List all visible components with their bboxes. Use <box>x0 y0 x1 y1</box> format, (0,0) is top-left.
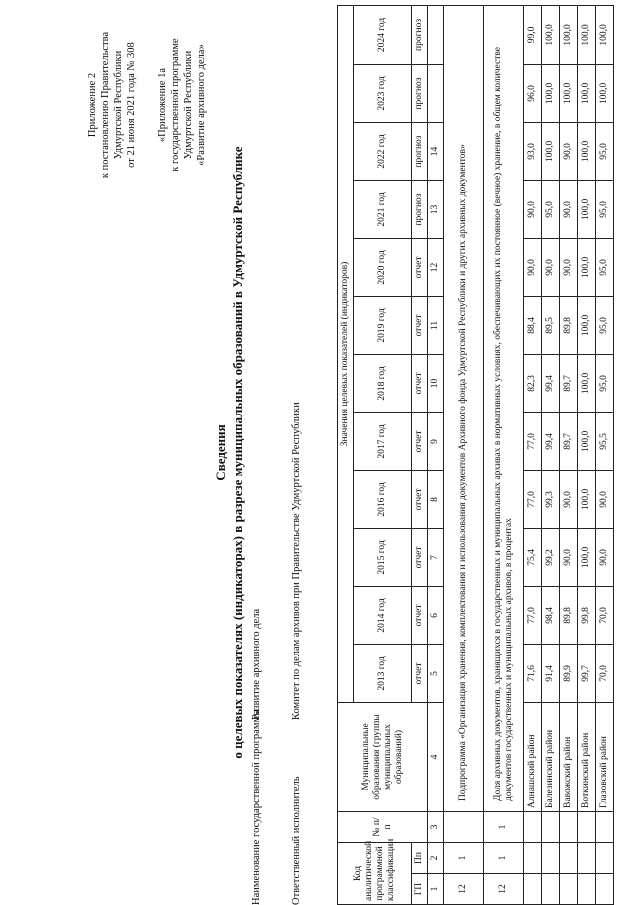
type-header: отчет <box>412 586 428 644</box>
year-header: 2013 год <box>354 644 412 702</box>
empty-cell <box>596 842 614 873</box>
value-cell: 90,0 <box>542 238 560 296</box>
value-cell: 90,0 <box>524 180 542 238</box>
title-line-1: Сведения <box>213 424 228 481</box>
col-number: 2 <box>428 842 444 873</box>
value-cell: 100,0 <box>560 5 578 64</box>
municipality-name: Балезинский район <box>542 702 560 811</box>
col-number: 8 <box>428 470 444 528</box>
col-number: 14 <box>428 122 444 180</box>
program-value: Развитие архивного дела <box>251 608 262 720</box>
value-cell: 99,4 <box>542 412 560 470</box>
year-header: 2021 год <box>354 180 412 238</box>
value-cell: 95,0 <box>596 180 614 238</box>
value-cell: 75,4 <box>524 528 542 586</box>
value-cell: 100,0 <box>578 354 596 412</box>
value-cell: 90,0 <box>596 528 614 586</box>
value-cell: 99,7 <box>578 644 596 702</box>
value-cell: 89,8 <box>560 296 578 354</box>
empty-cell <box>578 811 596 842</box>
value-cell: 100,0 <box>578 5 596 64</box>
subprogram-num <box>444 811 484 842</box>
indicator-title: Доля архивных документов, хранящихся в государственных и муниципальных архивах в нормативных условиях, обеспечивающих их постоянное (вечное) хранение, в общем количестве документов государственных и муниципальных архивов, в процентах <box>484 5 524 811</box>
municipality-name: Воткинский район <box>578 702 596 811</box>
subprogram-gp: 12 <box>444 874 484 905</box>
value-cell: 90,0 <box>524 238 542 296</box>
municipality-name: Глазовский район <box>596 702 614 811</box>
col-number: 7 <box>428 528 444 586</box>
subprogram-title: Подпрограмма «Организация хранения, комплектования и использования документов Архивного фонда Удмуртской Республики и других архивных документов» <box>444 5 484 811</box>
value-cell: 88,4 <box>524 296 542 354</box>
indicator-pp: 1 <box>484 842 524 873</box>
value-cell: 100,0 <box>596 5 614 64</box>
municipality-name: Алнашский район <box>524 702 542 811</box>
value-cell: 89,5 <box>542 296 560 354</box>
mo-header: Муниципальные образования (группы муниципальных образований) <box>338 702 428 811</box>
value-cell: 90,0 <box>560 180 578 238</box>
subprogram-row <box>444 5 484 904</box>
title-line-2: о целевых показателях (индикаторах) в разрезе муниципальных образований в Удмуртской Республике <box>230 146 245 759</box>
year-header: 2014 год <box>354 586 412 644</box>
value-cell: 95,0 <box>596 296 614 354</box>
gp-header: ГП <box>412 874 428 905</box>
value-cell: 99,3 <box>542 470 560 528</box>
indicator-num: 1 <box>484 811 524 842</box>
table-row <box>524 5 542 904</box>
type-header: отчет <box>412 412 428 470</box>
type-header: прогноз <box>412 5 428 64</box>
type-header: отчет <box>412 296 428 354</box>
value-cell: 99,4 <box>542 354 560 412</box>
appendix-line: «Развитие архивного дела» <box>196 44 207 166</box>
empty-cell <box>542 811 560 842</box>
value-cell: 90,0 <box>596 470 614 528</box>
table-row <box>596 5 614 904</box>
value-cell: 77,0 <box>524 470 542 528</box>
type-header: отчет <box>412 354 428 412</box>
col-number: 3 <box>428 811 444 842</box>
value-cell: 90,0 <box>560 528 578 586</box>
appendix-line: Удмуртской Республики <box>183 50 194 160</box>
year-header: 2019 год <box>354 296 412 354</box>
value-cell: 70,0 <box>596 644 614 702</box>
value-cell: 100,0 <box>542 5 560 64</box>
value-cell: 90,0 <box>560 238 578 296</box>
table-row <box>542 5 560 904</box>
appendix-line: «Приложение 1а <box>157 67 168 143</box>
header-row-1 <box>338 5 354 904</box>
empty-cell <box>524 842 542 873</box>
value-cell: 100,0 <box>560 64 578 122</box>
value-cell: 95,0 <box>596 238 614 296</box>
col-number <box>428 5 444 64</box>
table-row <box>578 5 596 904</box>
empty-cell <box>524 874 542 905</box>
value-cell: 95,0 <box>596 122 614 180</box>
value-cell: 99,8 <box>578 586 596 644</box>
year-header: 2022 год <box>354 122 412 180</box>
year-header: 2023 год <box>354 64 412 122</box>
type-header: отчет <box>412 644 428 702</box>
empty-cell <box>560 842 578 873</box>
col-number: 1 <box>428 874 444 905</box>
type-header: отчет <box>412 238 428 296</box>
col-number: 4 <box>428 702 444 811</box>
subprogram-pp: 1 <box>444 842 484 873</box>
code-header: Код аналитической программной классификации <box>338 842 412 904</box>
empty-cell <box>578 874 596 905</box>
num-header: № п/п <box>338 811 428 842</box>
year-header: 2015 год <box>354 528 412 586</box>
value-cell: 70,0 <box>596 586 614 644</box>
empty-cell <box>596 811 614 842</box>
empty-cell <box>596 874 614 905</box>
value-cell: 91,4 <box>542 644 560 702</box>
type-header: прогноз <box>412 64 428 122</box>
value-cell: 98,4 <box>542 586 560 644</box>
value-cell: 99,2 <box>542 528 560 586</box>
year-header: 2017 год <box>354 412 412 470</box>
value-cell: 93,0 <box>524 122 542 180</box>
appendix-line: Приложение 2 <box>87 72 98 138</box>
appendix-block <box>86 10 208 200</box>
col-number: 10 <box>428 354 444 412</box>
col-number: 12 <box>428 238 444 296</box>
empty-cell <box>524 811 542 842</box>
value-cell: 100,0 <box>578 412 596 470</box>
value-cell: 100,0 <box>578 64 596 122</box>
value-cell: 100,0 <box>542 122 560 180</box>
appendix-line: к государственной программе <box>170 38 181 172</box>
value-cell: 100,0 <box>578 528 596 586</box>
col-number <box>428 64 444 122</box>
empty-cell <box>542 842 560 873</box>
type-header: прогноз <box>412 180 428 238</box>
col-number: 11 <box>428 296 444 354</box>
col-number: 9 <box>428 412 444 470</box>
document-title <box>212 0 246 905</box>
indicator-gp: 12 <box>484 874 524 905</box>
value-cell: 71,6 <box>524 644 542 702</box>
value-cell: 100,0 <box>578 470 596 528</box>
value-cell: 89,9 <box>560 644 578 702</box>
values-header: Значения целевых показателей (индикаторов) <box>338 5 354 702</box>
value-cell: 99,0 <box>524 5 542 64</box>
col-number: 13 <box>428 180 444 238</box>
header-row-numbers <box>428 5 444 904</box>
value-cell: 90,0 <box>560 122 578 180</box>
executor-label: Ответственный исполнитель <box>291 776 302 905</box>
pp-header: Пп <box>412 842 428 873</box>
program-label: Наименование государственной программы <box>251 708 262 905</box>
indicator-row <box>484 5 524 904</box>
value-cell: 89,7 <box>560 354 578 412</box>
type-header: отчет <box>412 470 428 528</box>
empty-cell <box>578 842 596 873</box>
year-header: 2024 год <box>354 5 412 64</box>
empty-cell <box>560 874 578 905</box>
value-cell: 89,7 <box>560 412 578 470</box>
value-cell: 95,0 <box>596 354 614 412</box>
appendix-line: к постановлению Правительства <box>100 31 111 179</box>
type-header: прогноз <box>412 122 428 180</box>
year-header: 2018 год <box>354 354 412 412</box>
value-cell: 100,0 <box>596 64 614 122</box>
type-header: отчет <box>412 528 428 586</box>
value-cell: 96,0 <box>524 64 542 122</box>
value-cell: 90,0 <box>560 470 578 528</box>
value-cell: 89,8 <box>560 586 578 644</box>
value-cell: 100,0 <box>578 296 596 354</box>
empty-cell <box>542 874 560 905</box>
col-number: 5 <box>428 644 444 702</box>
executor-value: Комитет по делам архивов при Правительстве Удмуртской Республики <box>291 402 302 720</box>
empty-cell <box>560 811 578 842</box>
indicators-table <box>337 5 614 905</box>
appendix-line: от 21 июня 2021 года № 308 <box>126 42 137 168</box>
value-cell: 77,0 <box>524 412 542 470</box>
municipality-name: Вавожский район <box>560 702 578 811</box>
year-header: 2016 год <box>354 470 412 528</box>
year-header: 2020 год <box>354 238 412 296</box>
value-cell: 95,0 <box>542 180 560 238</box>
appendix-line: Удмуртской Республики <box>113 50 124 160</box>
value-cell: 100,0 <box>578 122 596 180</box>
value-cell: 100,0 <box>578 180 596 238</box>
value-cell: 77,0 <box>524 586 542 644</box>
value-cell: 100,0 <box>578 238 596 296</box>
value-cell: 100,0 <box>542 64 560 122</box>
col-number: 6 <box>428 586 444 644</box>
value-cell: 95,5 <box>596 412 614 470</box>
table-row <box>560 5 578 904</box>
value-cell: 82,3 <box>524 354 542 412</box>
